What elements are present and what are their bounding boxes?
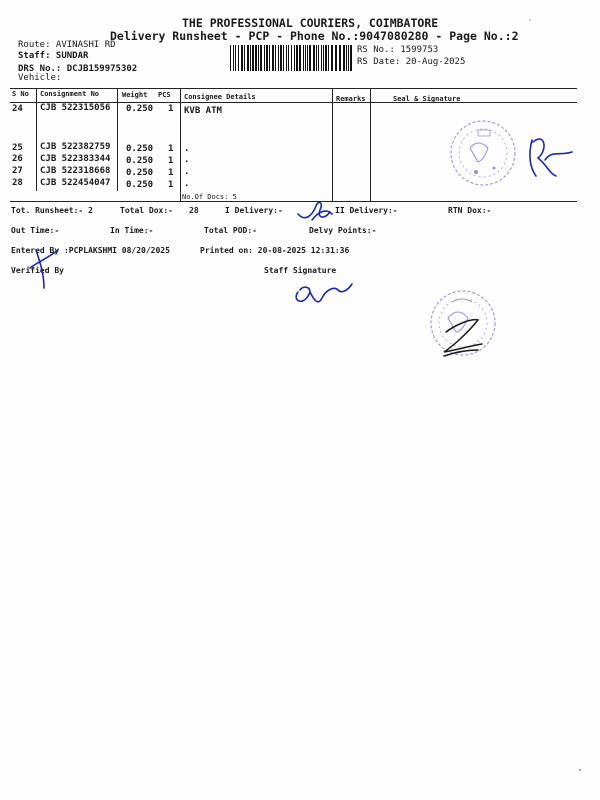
col-header-seal: Seal & Signature bbox=[393, 95, 461, 103]
drs-number: DRS No.: DCJB159975302 bbox=[18, 64, 138, 74]
verified-by: Verified By bbox=[11, 266, 64, 275]
row-consignee: . bbox=[184, 155, 190, 165]
entered-by-tick-icon bbox=[30, 250, 58, 288]
row-weight: 0.250 bbox=[126, 156, 154, 166]
staff-signature-label: Staff Signature bbox=[264, 266, 337, 275]
row-weight: 0.250 bbox=[126, 168, 154, 178]
col-header-consignment: Consignment No bbox=[40, 90, 100, 98]
col-header-remarks: Remarks bbox=[336, 95, 366, 103]
row-sno: 25 bbox=[12, 143, 23, 153]
tot-runsheet: Tot. Runsheet:- 2 bbox=[11, 206, 93, 215]
row-sno: 24 bbox=[12, 104, 23, 114]
staff-signature-icon bbox=[296, 284, 352, 302]
row-weight: 0.250 bbox=[126, 144, 154, 154]
route-label: Route: AVINASHI RD bbox=[18, 40, 116, 50]
col-header-sno: S No bbox=[12, 90, 29, 98]
rs-number: RS No.: 1599753 bbox=[357, 45, 439, 55]
vehicle-label: Vehicle: bbox=[18, 73, 62, 83]
no-of-docs: No.Of Docs: 5 bbox=[182, 193, 237, 201]
row-consignment: CJB 522383344 bbox=[40, 154, 111, 164]
out-time: Out Time:- bbox=[11, 226, 60, 235]
row-pcs: 1 bbox=[168, 180, 174, 190]
rubber-stamp-icon bbox=[451, 121, 515, 185]
row-consignment: CJB 522315056 bbox=[40, 103, 111, 113]
total-dox-label: Total Dox:- bbox=[120, 206, 173, 215]
row-pcs: 1 bbox=[168, 104, 174, 114]
row-sno: 26 bbox=[12, 154, 23, 164]
handwritten-signature-icon bbox=[444, 320, 482, 356]
rtn-dox: RTN Dox:- bbox=[448, 206, 492, 215]
staff-label: Staff: SUNDAR bbox=[18, 51, 89, 61]
i-delivery: I Delivery:- bbox=[225, 206, 283, 215]
row-consignment: CJB 522454047 bbox=[40, 178, 111, 188]
total-dox-value: 28 bbox=[189, 206, 199, 215]
row-consignment: CJB 522318668 bbox=[40, 166, 111, 176]
total-pod: Total POD:- bbox=[204, 226, 257, 235]
rs-date: RS Date: 20-Aug-2025 bbox=[357, 57, 466, 67]
row-consignment: CJB 522382759 bbox=[40, 142, 111, 152]
col-header-weight: Weight bbox=[122, 91, 148, 99]
row-consignee: KVB ATM bbox=[184, 106, 222, 116]
runsheet-title: Delivery Runsheet - PCP - Phone No.:9047080280 - Page No.:2 bbox=[110, 29, 519, 43]
row-pcs: 1 bbox=[168, 168, 174, 178]
row-weight: 0.250 bbox=[126, 104, 154, 114]
handwritten-signature-icon bbox=[530, 139, 572, 176]
delvy-points: Delvy Points:- bbox=[309, 226, 377, 235]
printed-on: Printed on: 20-08-2025 12:31:36 bbox=[200, 246, 350, 255]
row-pcs: 1 bbox=[168, 144, 174, 154]
entered-by: Entered By :PCPLAKSHMI 08/20/2025 bbox=[11, 246, 170, 255]
row-pcs: 1 bbox=[168, 156, 174, 166]
row-consignee: . bbox=[184, 144, 190, 154]
row-sno: 28 bbox=[12, 178, 23, 188]
delivery-count-mark-icon bbox=[298, 203, 332, 220]
row-consignee: . bbox=[184, 167, 190, 177]
row-consignee: . bbox=[184, 179, 190, 189]
col-header-consignee: Consignee Details bbox=[184, 93, 256, 101]
col-header-pcs: PCS bbox=[158, 91, 171, 99]
ii-delivery: II Delivery:- bbox=[335, 206, 398, 215]
company-name: THE PROFESSIONAL COURIERS, COIMBATORE bbox=[182, 16, 439, 30]
row-weight: 0.250 bbox=[126, 180, 154, 190]
row-sno: 27 bbox=[12, 166, 23, 176]
in-time: In Time:- bbox=[110, 226, 154, 235]
